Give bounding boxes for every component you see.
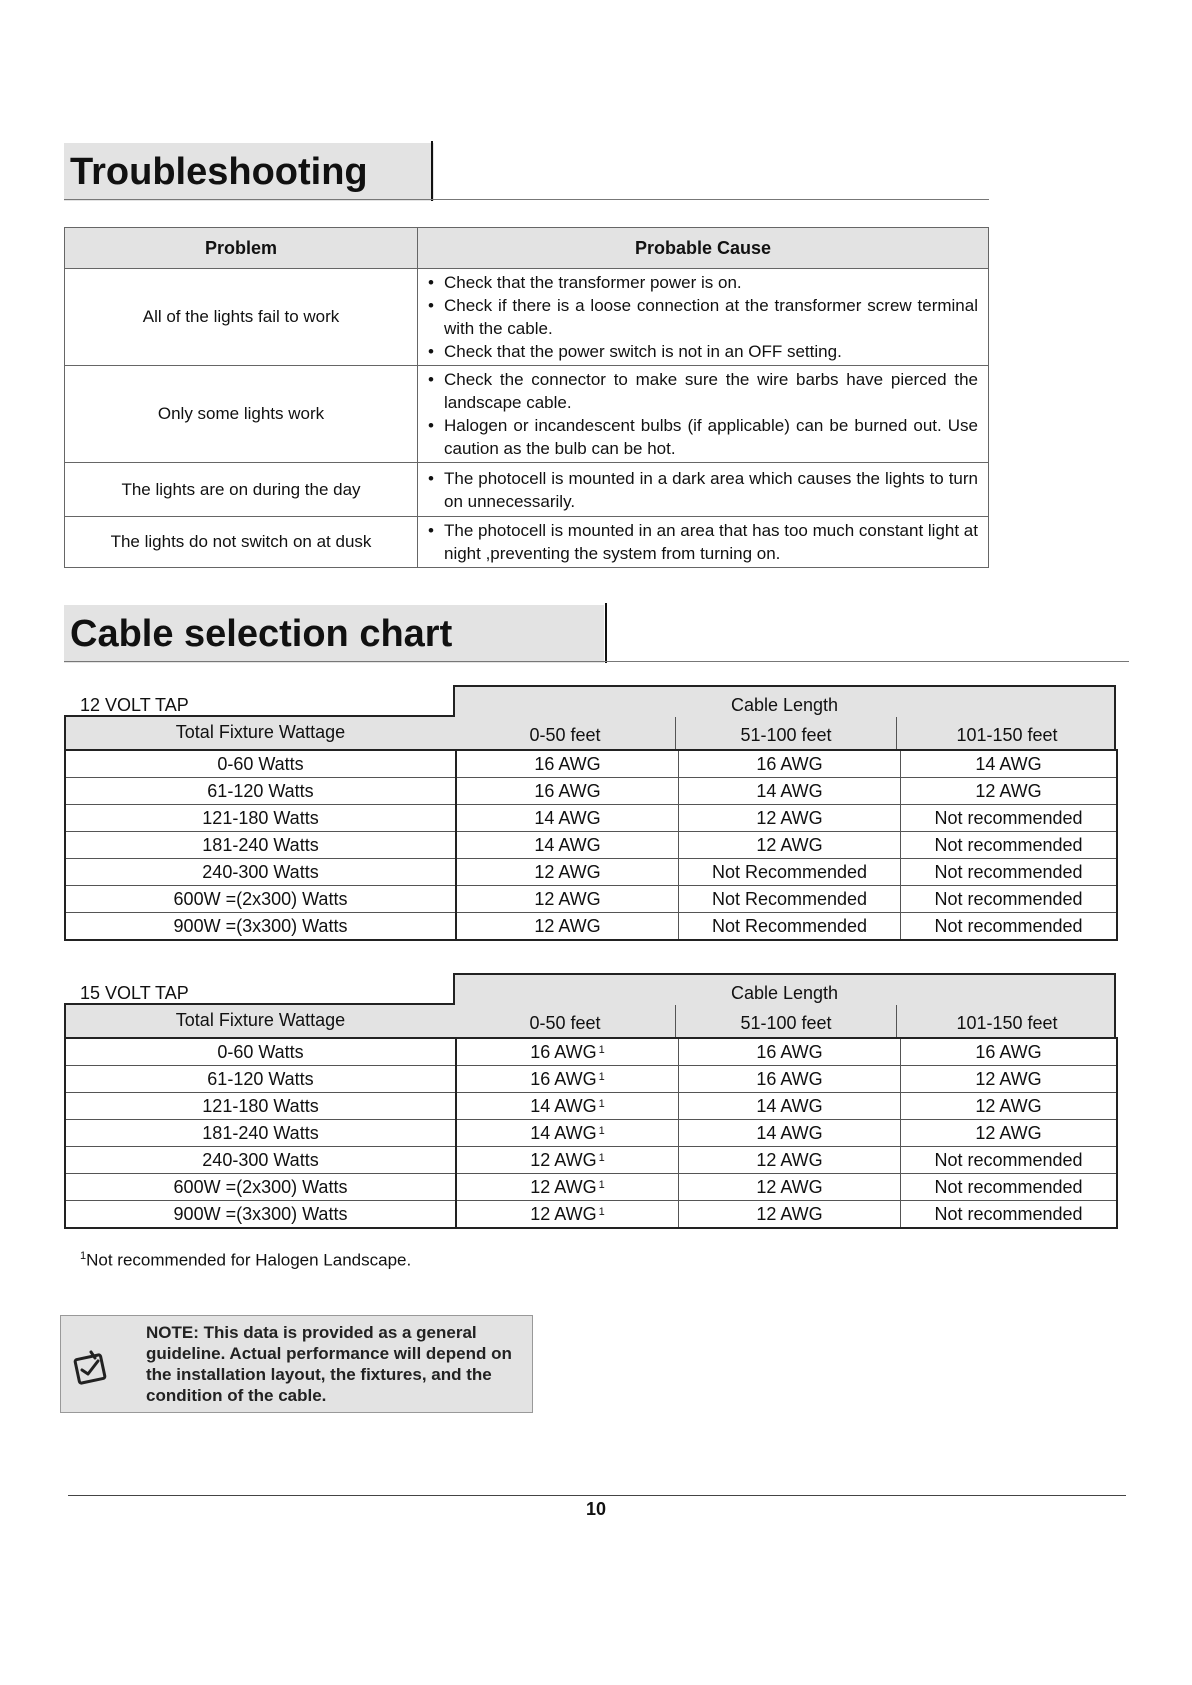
footnote-mark: 1 — [598, 1152, 605, 1164]
gauge-value: 16 AWG — [530, 1069, 597, 1089]
gauge-cell — [456, 1120, 679, 1147]
gauge-value: 12 AWG — [530, 1177, 597, 1197]
gauge-cell: 12 AWG — [679, 805, 901, 832]
page-number: 10 — [585, 1499, 607, 1519]
note-pad-icon — [71, 1348, 111, 1388]
gauge-cell: 16 AWG — [679, 750, 901, 778]
wattage-header: Total Fixture Wattage — [64, 715, 455, 749]
column-header: 0-50 feet — [529, 1013, 601, 1033]
table-row — [65, 1038, 1117, 1066]
wattage-cell: 240-300 Watts — [65, 1147, 456, 1174]
troubleshooting-heading: Troubleshooting — [64, 143, 434, 201]
gauge-cell: 12 AWG — [679, 1147, 901, 1174]
wattage-cell: 61-120 Watts — [65, 1066, 456, 1093]
table-row — [65, 886, 1117, 913]
table-row — [65, 1174, 1117, 1201]
wattage-header: Total Fixture Wattage — [64, 1003, 455, 1037]
table-row — [65, 750, 1117, 778]
wattage-cell: 240-300 Watts — [65, 859, 456, 886]
gauge-cell: Not recommended — [901, 805, 1118, 832]
gauge-cell: 16 AWG — [679, 1038, 901, 1066]
cause-item: • Check if there is a loose connection at the transformer screw terminal with the cable. — [428, 294, 978, 340]
cause-item: • The photocell is mounted in an area that has too much constant light at night ,preventing the system from turning on. — [428, 519, 978, 565]
table-row — [65, 805, 1117, 832]
note-box — [60, 1315, 533, 1413]
gauge-cell: 12 AWG — [679, 1201, 901, 1229]
gauge-cell: 14 AWG — [679, 1093, 901, 1120]
cause-item: • The photocell is mounted in a dark area which causes the lights to turn on unnecessarily. — [428, 467, 978, 513]
wattage-cell: 0-60 Watts — [65, 1038, 456, 1066]
gauge-cell: Not Recommended — [679, 859, 901, 886]
gauge-cell: 14 AWG — [679, 778, 901, 805]
cause-item: • Check the connector to make sure the wire barbs have pierced the landscape cable. — [428, 368, 978, 414]
cause-cell — [418, 463, 989, 517]
wattage-cell: 900W =(3x300) Watts — [65, 1201, 456, 1229]
gauge-cell: 16 AWG — [901, 1038, 1118, 1066]
cable-length-header — [453, 973, 1116, 1037]
wattage-cell: 181-240 Watts — [65, 832, 456, 859]
problem-cell: Only some lights work — [65, 366, 418, 463]
wattage-cell: 121-180 Watts — [65, 1093, 456, 1120]
column-header: 101-150 feet — [956, 1013, 1058, 1033]
footnote-mark: 1 — [80, 1250, 87, 1262]
table-row — [65, 517, 989, 568]
table-row — [65, 463, 989, 517]
cause-cell — [418, 269, 989, 366]
wattage-cell: 600W =(2x300) Watts — [65, 886, 456, 913]
footer-rule — [68, 1495, 1126, 1496]
table-row — [65, 1066, 1117, 1093]
gauge-cell: 12 AWG — [679, 832, 901, 859]
footnote-mark: 1 — [598, 1206, 605, 1218]
cause-cell — [418, 517, 989, 568]
gauge-cell: 12 AWG — [901, 1120, 1118, 1147]
problem-cell: The lights do not switch on at dusk — [65, 517, 418, 568]
gauge-cell: 12 AWG — [456, 886, 679, 913]
gauge-cell: Not Recommended — [679, 886, 901, 913]
gauge-value: 12 AWG — [530, 1204, 597, 1224]
heading-divider — [431, 141, 433, 201]
problem-cell: The lights are on during the day — [65, 463, 418, 517]
table-row — [65, 778, 1117, 805]
gauge-cell — [456, 1038, 679, 1066]
wattage-cell: 61-120 Watts — [65, 778, 456, 805]
troubleshooting-table — [64, 227, 989, 568]
cable-chart-heading: Cable selection chart — [64, 605, 604, 663]
cable-length-title: Cable Length — [730, 983, 839, 1003]
table-row — [65, 1093, 1117, 1120]
gauge-cell: Not recommended — [901, 1174, 1118, 1201]
wattage-cell: 900W =(3x300) Watts — [65, 913, 456, 941]
problem-header: Problem — [65, 228, 418, 269]
column-header: 101-150 feet — [956, 725, 1058, 745]
gauge-cell: 14 AWG — [456, 805, 679, 832]
gauge-cell: 16 AWG — [679, 1066, 901, 1093]
gauge-cell — [456, 1174, 679, 1201]
table-row — [65, 832, 1117, 859]
tap-label: 12 VOLT TAP — [80, 695, 189, 715]
note-text: NOTE: This data is provided as a general guideline. Actual performance will depend on the installation layout, the fixtures, and the condition of the cable. — [146, 1323, 512, 1405]
cause-item: • Halogen or incandescent bulbs (if applicable) can be burned out. Use caution as the bulb can be hot. — [428, 414, 978, 460]
gauge-value: 12 AWG — [530, 1150, 597, 1170]
cable-length-title: Cable Length — [730, 695, 839, 715]
wattage-cell: 600W =(2x300) Watts — [65, 1174, 456, 1201]
gauge-cell: Not Recommended — [679, 913, 901, 941]
column-header: 0-50 feet — [529, 725, 601, 745]
gauge-cell: 12 AWG — [901, 778, 1118, 805]
cable-table-15v — [64, 973, 1118, 1233]
gauge-value: 14 AWG — [530, 1123, 597, 1143]
table-row — [65, 1201, 1117, 1229]
gauge-cell: Not recommended — [901, 1147, 1118, 1174]
gauge-cell: 12 AWG — [456, 913, 679, 941]
gauge-cell: 14 AWG — [679, 1120, 901, 1147]
footnote-mark: 1 — [598, 1071, 605, 1083]
gauge-cell: Not recommended — [901, 913, 1118, 941]
gauge-cell — [456, 1066, 679, 1093]
footnote — [80, 1250, 411, 1271]
wattage-cell: 121-180 Watts — [65, 805, 456, 832]
cause-item: • Check that the power switch is not in an OFF setting. — [428, 340, 978, 363]
gauge-cell: 12 AWG — [901, 1066, 1118, 1093]
gauge-cell — [456, 1093, 679, 1120]
gauge-cell: Not recommended — [901, 1201, 1118, 1229]
gauge-cell: 12 AWG — [679, 1174, 901, 1201]
footnote-mark: 1 — [598, 1179, 605, 1191]
heading-rule — [64, 661, 1129, 662]
column-header: 51-100 feet — [740, 1013, 832, 1033]
table-row — [65, 1147, 1117, 1174]
heading-divider — [605, 603, 607, 663]
table-row — [65, 366, 989, 463]
wattage-cell: 181-240 Watts — [65, 1120, 456, 1147]
gauge-cell: Not recommended — [901, 886, 1118, 913]
gauge-cell — [456, 1147, 679, 1174]
footnote-mark: 1 — [598, 1098, 605, 1110]
gauge-cell: 14 AWG — [456, 832, 679, 859]
problem-cell: All of the lights fail to work — [65, 269, 418, 366]
gauge-cell: 12 AWG — [901, 1093, 1118, 1120]
tap-label: 15 VOLT TAP — [80, 983, 189, 1003]
gauge-cell: Not recommended — [901, 859, 1118, 886]
table-row — [65, 1120, 1117, 1147]
footnote-mark: 1 — [598, 1044, 605, 1056]
cable-data-table — [64, 1037, 1118, 1229]
cable-data-table — [64, 749, 1118, 941]
cause-header: Probable Cause — [418, 228, 989, 269]
gauge-cell: 16 AWG — [456, 778, 679, 805]
gauge-value: 14 AWG — [530, 1096, 597, 1116]
gauge-cell: 12 AWG — [456, 859, 679, 886]
gauge-cell: 16 AWG — [456, 750, 679, 778]
table-row — [65, 269, 989, 366]
heading-rule — [64, 199, 989, 200]
footnote-mark: 1 — [598, 1125, 605, 1137]
cause-item: • Check that the transformer power is on. — [428, 271, 978, 294]
gauge-cell: Not recommended — [901, 832, 1118, 859]
column-header: 51-100 feet — [740, 725, 832, 745]
table-row — [65, 859, 1117, 886]
cable-table-12v — [64, 685, 1118, 950]
gauge-cell: 14 AWG — [901, 750, 1118, 778]
wattage-cell: 0-60 Watts — [65, 750, 456, 778]
cause-cell — [418, 366, 989, 463]
gauge-cell — [456, 1201, 679, 1229]
gauge-value: 16 AWG — [530, 1042, 597, 1062]
table-row — [65, 913, 1117, 941]
footnote-text: Not recommended for Halogen Landscape. — [86, 1250, 412, 1270]
cable-length-header — [453, 685, 1116, 749]
